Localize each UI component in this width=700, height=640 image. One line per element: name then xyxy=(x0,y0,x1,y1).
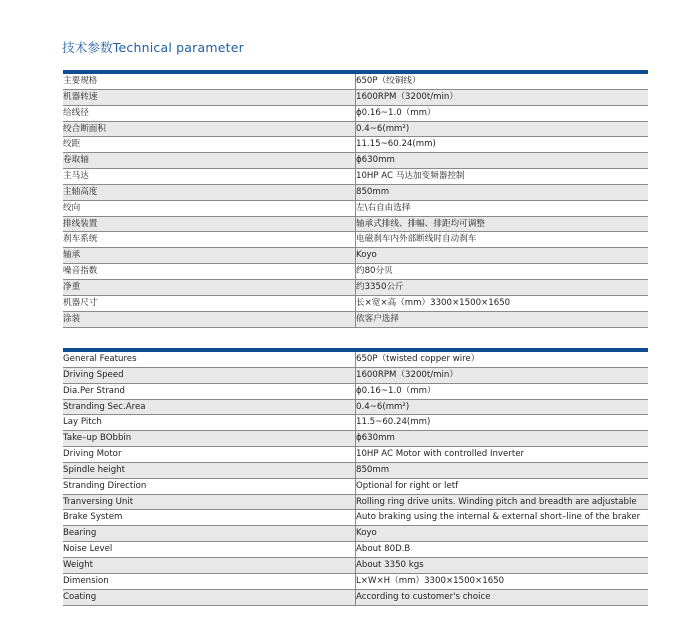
row-value: 长×宽×高（mm）3300×1500×1650 xyxy=(356,295,649,311)
table-row xyxy=(63,589,648,605)
spec-table-english xyxy=(63,348,648,606)
row-label: Bearing xyxy=(63,526,356,542)
row-value: Optional for right or letf xyxy=(356,478,649,494)
table-row xyxy=(63,494,648,510)
row-value: 11.5~60.24(mm) xyxy=(356,415,649,431)
table-row xyxy=(63,279,648,295)
table-row xyxy=(63,526,648,542)
row-value: Rolling ring drive units. Winding pitch and breadth are adjustable xyxy=(356,494,649,510)
row-label: 绞向 xyxy=(63,200,356,216)
table-row xyxy=(63,248,648,264)
table-row xyxy=(63,264,648,280)
row-label: 绞合断面积 xyxy=(63,121,356,137)
row-value: ϕ630mm xyxy=(356,153,649,169)
row-label: 主轴高度 xyxy=(63,184,356,200)
table-row xyxy=(63,557,648,573)
row-label: 噪音指数 xyxy=(63,264,356,280)
table-row xyxy=(63,447,648,463)
table-row xyxy=(63,121,648,137)
row-value: 依客户选择 xyxy=(356,311,649,327)
table-row xyxy=(63,137,648,153)
row-label: 刹车系统 xyxy=(63,232,356,248)
row-value: 850mm xyxy=(356,184,649,200)
table-row xyxy=(63,169,648,185)
row-label: Driving Motor xyxy=(63,447,356,463)
row-label: Weight xyxy=(63,557,356,573)
row-value: According to customer's choice xyxy=(356,589,649,605)
row-value: ϕ0.16~1.0（mm） xyxy=(356,383,649,399)
spec-table-chinese xyxy=(63,70,648,328)
table-row xyxy=(63,542,648,558)
row-label: Take–up BObbin xyxy=(63,431,356,447)
row-label: 轴承 xyxy=(63,248,356,264)
row-value: 电磁刹车内外部断线时自动刹车 xyxy=(356,232,649,248)
table-row xyxy=(63,105,648,121)
table-row xyxy=(63,352,648,367)
row-label: 机器转速 xyxy=(63,89,356,105)
row-value: About 3350 kgs xyxy=(356,557,649,573)
row-value: 约80分贝 xyxy=(356,264,649,280)
row-value: 650P（绞铜线） xyxy=(356,74,649,89)
row-value: 左\右自由选择 xyxy=(356,200,649,216)
row-label: Coating xyxy=(63,589,356,605)
row-label: 给线径 xyxy=(63,105,356,121)
table-row xyxy=(63,383,648,399)
row-label: Spindle height xyxy=(63,462,356,478)
table-row xyxy=(63,431,648,447)
row-label: 主要规格 xyxy=(63,74,356,89)
row-label: 净重 xyxy=(63,279,356,295)
table-row xyxy=(63,510,648,526)
row-label: Lay Pitch xyxy=(63,415,356,431)
row-value: 11.15~60.24(mm) xyxy=(356,137,649,153)
page-title: 技术参数Technical parameter xyxy=(62,40,244,55)
row-value: 10HP AC 马达加变频器控制 xyxy=(356,169,649,185)
table-row xyxy=(63,415,648,431)
row-label: 主马达 xyxy=(63,169,356,185)
row-label: Brake System xyxy=(63,510,356,526)
table-row xyxy=(63,184,648,200)
table-row xyxy=(63,295,648,311)
row-value: L×W×H（mm）3300×1500×1650 xyxy=(356,573,649,589)
row-value: 1600RPM（3200t/min） xyxy=(356,367,649,383)
row-label: 排线装置 xyxy=(63,216,356,232)
table-row xyxy=(63,216,648,232)
row-value: Koyo xyxy=(356,248,649,264)
row-value: 约3350公斤 xyxy=(356,279,649,295)
table-row xyxy=(63,232,648,248)
row-value: Auto braking using the internal & external short–line of the braker xyxy=(356,510,649,526)
row-value: Koyo xyxy=(356,526,649,542)
table-row xyxy=(63,478,648,494)
row-label: 机器尺寸 xyxy=(63,295,356,311)
row-value: 0.4~6(mm²) xyxy=(356,121,649,137)
row-label: 涂装 xyxy=(63,311,356,327)
row-value: 轴承式排线、排幅、排距均可调整 xyxy=(356,216,649,232)
row-value: 1600RPM（3200t/min） xyxy=(356,89,649,105)
row-label: Tranversing Unit xyxy=(63,494,356,510)
row-label: 绞距 xyxy=(63,137,356,153)
table-row xyxy=(63,462,648,478)
row-label: General Features xyxy=(63,352,356,367)
table-row xyxy=(63,573,648,589)
row-label: Stranding Direction xyxy=(63,478,356,494)
row-value: 10HP AC Motor with controlled Inverter xyxy=(356,447,649,463)
row-value: ϕ630mm xyxy=(356,431,649,447)
row-label: Dia.Per Strand xyxy=(63,383,356,399)
row-label: 卷取轴 xyxy=(63,153,356,169)
row-value: 850mm xyxy=(356,462,649,478)
table-row xyxy=(63,74,648,89)
row-value: About 80D.B xyxy=(356,542,649,558)
table-row xyxy=(63,200,648,216)
row-value: 650P（twisted copper wire） xyxy=(356,352,649,367)
table-row xyxy=(63,89,648,105)
row-label: Driving Speed xyxy=(63,367,356,383)
row-label: Stranding Sec.Area xyxy=(63,399,356,415)
table-row xyxy=(63,311,648,327)
row-value: ϕ0.16~1.0（mm） xyxy=(356,105,649,121)
table-row xyxy=(63,399,648,415)
table-row xyxy=(63,367,648,383)
row-label: Noise Level xyxy=(63,542,356,558)
table-row xyxy=(63,153,648,169)
row-value: 0.4~6(mm²) xyxy=(356,399,649,415)
row-label: Dimension xyxy=(63,573,356,589)
